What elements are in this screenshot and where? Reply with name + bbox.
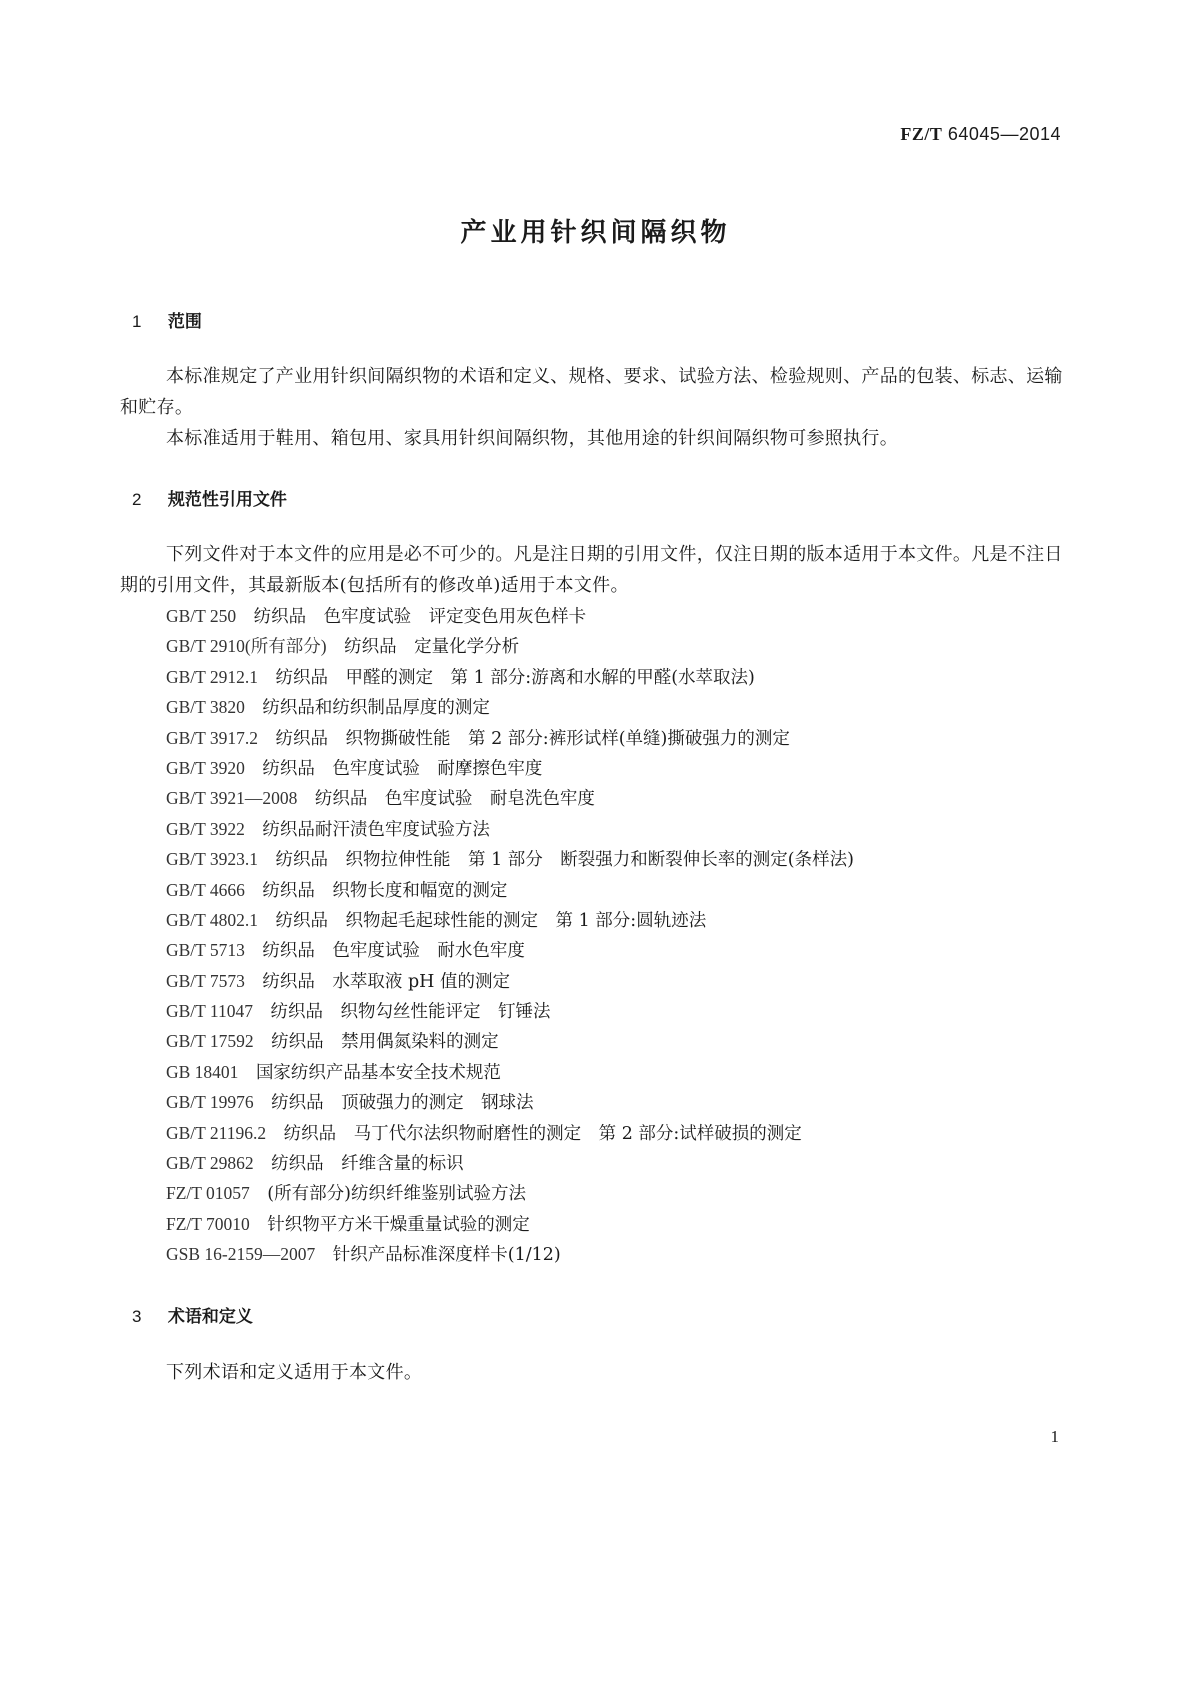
standard-code <box>900 124 1061 145</box>
page-number: 1 <box>1050 1427 1059 1446</box>
paragraph: 本标准适用于鞋用、箱包用、家具用针织间隔织物，其他用途的针织间隔织物可参照执行。 <box>166 428 898 449</box>
reference-code: GB/T 3922 <box>166 818 245 839</box>
reference-title: 纺织品 织物起毛起球性能的测定 第 1 部分:圆轨迹法 <box>275 910 707 931</box>
reference-title: 纺织品 马丁代尔法织物耐磨性的测定 第 2 部分:试样破损的测定 <box>283 1123 802 1144</box>
paragraph: 下列文件对于本文件的应用是必不可少的。凡是注日期的引用文件，仅注日期的版本适用于本文件。凡是不注日期的引用文件，其最新版本(包括所有的修改单)适用于本文件。 <box>120 544 1063 596</box>
reference-item <box>166 1178 854 1208</box>
reference-code: GB/T 3820 <box>166 697 245 718</box>
reference-item <box>166 723 854 753</box>
reference-item <box>166 1148 854 1178</box>
reference-code: GB/T 4802.1 <box>166 909 259 930</box>
reference-item <box>166 1057 854 1087</box>
reference-title: 纺织品 织物勾丝性能评定 钉锤法 <box>270 1002 551 1023</box>
reference-item <box>166 1087 854 1117</box>
reference-title: 纺织品 顶破强力的测定 钢球法 <box>271 1093 534 1114</box>
section-heading-3 <box>132 1302 253 1327</box>
reference-code: GB/T 2910(所有部分) <box>166 636 327 657</box>
section-heading-1 <box>132 307 202 332</box>
reference-title: (所有部分)纺织纤维鉴别试验方法 <box>267 1184 526 1205</box>
reference-code: GB/T 3923.1 <box>166 849 259 870</box>
reference-title: 纺织品 纤维含量的标识 <box>271 1154 464 1175</box>
reference-item <box>166 996 854 1026</box>
reference-code: FZ/T 01057 <box>166 1183 250 1204</box>
reference-item <box>166 662 854 692</box>
reference-item <box>166 905 854 935</box>
reference-title: 纺织品耐汗渍色牢度试验方法 <box>262 819 490 840</box>
reference-code: GB/T 19976 <box>166 1092 254 1113</box>
standard-prefix: FZ/T <box>900 124 943 144</box>
reference-code: FZ/T 70010 <box>166 1213 250 1234</box>
section-heading-2 <box>132 485 287 510</box>
reference-item <box>166 631 854 661</box>
reference-item <box>166 753 854 783</box>
reference-code: GB/T 29862 <box>166 1153 254 1174</box>
reference-code: GB 18401 <box>166 1061 239 1082</box>
reference-code: GB/T 4666 <box>166 879 245 900</box>
section-title: 规范性引用文件 <box>167 490 287 510</box>
paragraph: 本标准规定了产业用针织间隔织物的术语和定义、规格、要求、试验方法、检验规则、产品的包装、标志、运输和贮存。 <box>120 366 1063 418</box>
section-number: 3 <box>132 1307 142 1326</box>
reference-code: GB/T 7573 <box>166 970 245 991</box>
reference-title: 国家纺织产品基本安全技术规范 <box>255 1062 501 1083</box>
reference-item <box>166 1239 854 1269</box>
reference-code: GB/T 5713 <box>166 940 245 961</box>
reference-code: GB/T 2912.1 <box>166 666 259 687</box>
reference-item <box>166 1209 854 1239</box>
reference-title: 纺织品 色牢度试验 耐皂洗色牢度 <box>314 789 595 810</box>
reference-code: GB/T 250 <box>166 606 237 626</box>
reference-item <box>166 814 854 844</box>
reference-title: 纺织品 色牢度试验 耐水色牢度 <box>262 941 525 962</box>
section-title: 范围 <box>167 312 202 332</box>
reference-title: 针织产品标准深度样卡(1/12) <box>332 1245 561 1266</box>
reference-item <box>166 1118 854 1148</box>
document-title: 产业用针织间隔织物 <box>460 218 731 248</box>
reference-title: 纺织品 织物撕破性能 第 2 部分:裤形试样(单缝)撕破强力的测定 <box>275 728 790 749</box>
reference-code: GB/T 17592 <box>166 1031 254 1052</box>
reference-item <box>166 935 854 965</box>
reference-title: 纺织品和纺织制品厚度的测定 <box>262 698 490 719</box>
reference-code: GB/T 3917.2 <box>166 727 259 748</box>
reference-item <box>166 1026 854 1056</box>
reference-item <box>166 692 854 722</box>
standard-number: 64045—2014 <box>947 124 1061 144</box>
section-number: 2 <box>132 490 142 509</box>
reference-item <box>166 844 854 874</box>
reference-title: 针织物平方米干燥重量试验的测定 <box>267 1214 530 1235</box>
reference-title: 纺织品 色牢度试验 评定变色用灰色样卡 <box>253 607 587 627</box>
reference-item <box>166 783 854 813</box>
normative-references-list <box>166 601 854 1270</box>
reference-code: GB/T 11047 <box>166 1001 254 1022</box>
reference-title: 纺织品 定量化学分析 <box>344 637 520 658</box>
reference-code: GB/T 3921—2008 <box>166 788 298 809</box>
reference-code: GB/T 3920 <box>166 757 245 778</box>
reference-code: GSB 16-2159—2007 <box>166 1244 316 1265</box>
reference-title: 纺织品 水萃取液 pH 值的测定 <box>262 971 511 992</box>
paragraph: 下列术语和定义适用于本文件。 <box>166 1362 423 1383</box>
reference-code: GB/T 21196.2 <box>166 1122 267 1143</box>
section-title: 术语和定义 <box>167 1307 253 1327</box>
reference-title: 纺织品 织物拉伸性能 第 1 部分 断裂强力和断裂伸长率的测定(条样法) <box>275 850 854 871</box>
reference-item <box>166 601 854 631</box>
section-number: 1 <box>132 312 142 331</box>
reference-title: 纺织品 织物长度和幅宽的测定 <box>262 880 508 901</box>
reference-title: 纺织品 禁用偶氮染料的测定 <box>271 1032 499 1053</box>
reference-item <box>166 966 854 996</box>
reference-title: 纺织品 色牢度试验 耐摩擦色牢度 <box>262 758 543 779</box>
reference-title: 纺织品 甲醛的测定 第 1 部分:游离和水解的甲醛(水萃取法) <box>275 667 755 688</box>
reference-item <box>166 875 854 905</box>
